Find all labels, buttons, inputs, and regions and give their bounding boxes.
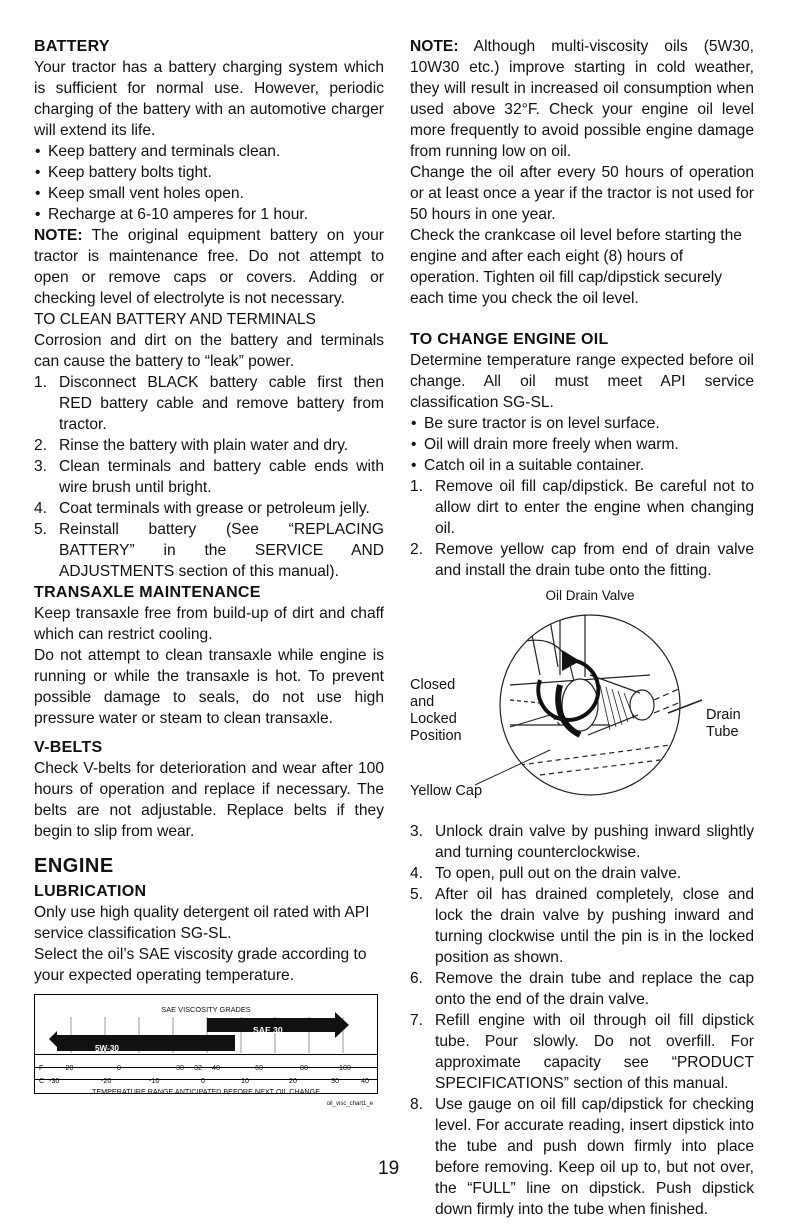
tick-label: -10 (149, 1076, 160, 1085)
lubrication-text2: Select the oil’s SAE viscosity grade according to your expected operating temperature. (34, 946, 367, 984)
transaxle-text2: Do not attempt to clean transaxle while engine is running or while the transaxle is hot. To prevent possible damage to seals, do not use high pressure water or steam to clean transaxle. (34, 647, 384, 727)
viscosity-chart (34, 994, 378, 1107)
transaxle-heading: TRANSAXLE MAINTENANCE (34, 584, 261, 601)
lubrication-heading: LUBRICATION (34, 883, 147, 900)
change-oil-steps-a (410, 476, 754, 581)
list-item: • Be sure tractor is on level surface. (410, 413, 754, 434)
list-item: 5. After oil has drained completely, close and lock the drain valve by pushing inward and turning clockwise until the pin is in the locked position as shown. (410, 886, 754, 966)
battery-intro: Your tractor has a battery charging system which is sufficient for normal use. However, periodic charging of the battery with an automotive charger will extend its life. (34, 59, 384, 139)
note-label: NOTE: (410, 38, 459, 55)
tick-label: 0 (201, 1076, 205, 1085)
note-label: NOTE: (34, 227, 83, 244)
transaxle-text1: Keep transaxle free from build-up of dirt and chaff which can restrict cooling. (34, 605, 384, 643)
check-oil-text: Check the crankcase oil level before starting the engine and after each eight (8) hours of operation. Tighten oil fill cap/dipstick securely each time you check the oil level. (410, 227, 742, 307)
list-item: 1. Remove oil fill cap/dipstick. Be careful not to allow dirt to enter the engine when changing oil. (410, 478, 754, 537)
page-number: 19 (378, 1158, 400, 1179)
vbelts-heading: V-BELTS (34, 739, 103, 756)
list-item: 4. Coat terminals with grease or petroleum jelly. (34, 500, 370, 517)
change-oil-bullets (410, 413, 754, 476)
list-item: 4. To open, pull out on the drain valve. (410, 865, 682, 882)
left-column (34, 36, 384, 1107)
clean-intro: Corrosion and dirt on the battery and terminals can cause the battery to “leak” power. (34, 332, 384, 370)
list-item: • Catch oil in a suitable container. (410, 455, 754, 476)
clean-heading: TO CLEAN BATTERY AND TERMINALS (34, 311, 316, 328)
tick-label: 20 (289, 1076, 297, 1085)
tick-label: -20 (101, 1076, 112, 1085)
c-label: C (39, 1076, 45, 1085)
tick-label: 80 (300, 1063, 308, 1072)
vbelts-text: Check V-belts for deterioration and wear after 100 hours of operation and replace if necessary. The belts are not adjustable. Replace belts if they begin to slip from wear. (34, 760, 384, 840)
tick-label: 30 (331, 1076, 339, 1085)
right-column (410, 36, 754, 1220)
tick-label: 32 (194, 1063, 202, 1072)
list-item: 2. Rinse the battery with plain water and dry. (34, 437, 349, 454)
list-item: 7. Refill engine with oil through oil fill dipstick tube. Pour slowly. Do not overfill. For approximate capacity see “PRODUCT SPECIFICATIONS” section of this manual. (410, 1012, 754, 1092)
change-oil-heading: TO CHANGE ENGINE OIL (410, 331, 609, 348)
right-note (410, 36, 754, 162)
engine-heading: ENGINE (34, 855, 114, 877)
list-item: 1. Disconnect BLACK battery cable first then RED battery cable and remove battery from tractor. (34, 374, 384, 433)
lubrication-text1: Only use high quality detergent oil rated with API service classification SG-SL. (34, 904, 370, 942)
tick-label: 40 (212, 1063, 220, 1072)
list-item: • Keep battery bolts tight. (34, 162, 384, 183)
list-item: 2. Remove yellow cap from end of drain valve and install the drain tube onto the fitting. (410, 541, 754, 579)
viscosity-chart-title: SAE VISCOSITY GRADES (161, 1005, 251, 1014)
list-item: • Keep small vent holes open. (34, 183, 384, 204)
closed-locked-label: Closed and Locked Position (410, 677, 462, 744)
battery-bullets (34, 141, 384, 225)
tick-label: 100 (339, 1063, 351, 1072)
tick-label: 60 (255, 1063, 263, 1072)
list-item: 3. Clean terminals and battery cable ends with wire brush until bright. (34, 458, 384, 496)
list-item: 6. Remove the drain tube and replace the cap onto the end of the drain valve. (410, 970, 754, 1008)
figure-title: Oil Drain Valve (545, 588, 635, 603)
tick-label: 0 (117, 1063, 121, 1072)
list-item: 8. Use gauge on oil fill cap/dipstick for checking level. For accurate reading, insert dipstick into the tube and push down firmly into place before removing. Keep oil up to, but not over, the “FULL” line on dipstick. Push dipstick down firmly into the tube when finished. (410, 1096, 754, 1218)
clean-steps (34, 372, 384, 582)
battery-note-text: The original equipment battery on your tractor is maintenance free. Do not attempt to open or remove caps or covers. Adding or checking level of electrolyte is not necessary. (34, 227, 384, 307)
change-oil-intro: Determine temperature range expected before oil change. All oil must meet API service classification SG-SL. (410, 352, 754, 411)
oil-drain-valve-figure (410, 585, 770, 815)
chart-code: oil_visc_chart1_e (326, 1101, 373, 1107)
list-item: • Keep battery and terminals clean. (34, 141, 384, 162)
f-label: F (39, 1063, 44, 1072)
tick-label: -30 (49, 1076, 60, 1085)
change-frequency: Change the oil after every 50 hours of operation or at least once a year if the tractor is not used for 50 hours in one year. (410, 164, 754, 223)
yellow-cap-label: Yellow Cap (410, 783, 483, 799)
sae30-label: SAE 30 (253, 1025, 283, 1035)
change-oil-steps-b (410, 821, 754, 1220)
list-item: • Recharge at 6-10 amperes for 1 hour. (34, 204, 384, 225)
list-item: 5. Reinstall battery (See “REPLACING BATTERY” in the SERVICE AND ADJUSTMENTS section of this manual). (34, 521, 384, 580)
w530-label: 5W-30 (95, 1044, 119, 1053)
chart-footer: TEMPERATURE RANGE ANTICIPATED BEFORE NEXT OIL CHANGE (91, 1087, 321, 1096)
list-item: • Oil will drain more freely when warm. (410, 434, 754, 455)
battery-note (34, 225, 384, 309)
list-item: 3. Unlock drain valve by pushing inward slightly and turning counterclockwise. (410, 823, 754, 861)
tick-label: -20 (63, 1063, 74, 1072)
tick-label: 30 (176, 1063, 184, 1072)
battery-heading: BATTERY (34, 38, 110, 55)
drain-tube-label: Drain Tube (706, 707, 741, 740)
tick-label: 40 (361, 1076, 369, 1085)
right-note-text: Although multi-viscosity oils (5W30, 10W30 etc.) improve starting in cold weather, they will result in increased oil consumption when used above 32°F. Check your engine oil level more frequently to avoid possible engine damage from running low on oil. (410, 38, 754, 160)
tick-label: 10 (241, 1076, 249, 1085)
